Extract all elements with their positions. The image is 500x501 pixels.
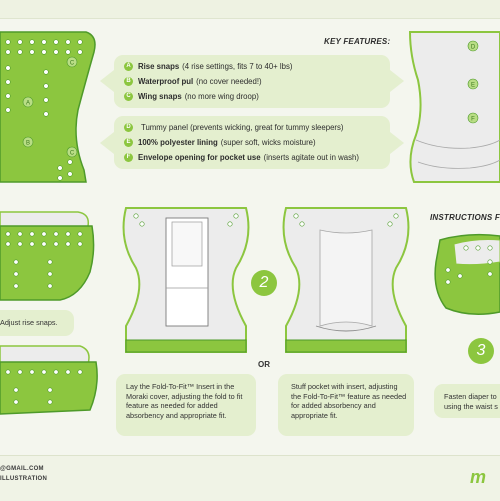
step1-caption: Adjust rise snaps.	[0, 318, 58, 327]
feature-d: D Tummy panel (prevents wicking, great for tummy sleepers)	[124, 123, 344, 132]
feature-c: C Wing snaps (no more wing droop)	[124, 92, 259, 101]
step-2-number: 2	[251, 270, 277, 296]
brand-logo: m	[470, 467, 487, 487]
footer-band	[0, 455, 500, 501]
footer-illustration-label: ILLUSTRATION	[0, 476, 48, 482]
svg-text:C: C	[69, 60, 75, 67]
footer-email: @GMAIL.COM	[0, 466, 44, 472]
svg-text:B: B	[25, 140, 31, 147]
svg-text:D: D	[470, 44, 476, 51]
feature-a: A Rise snaps (4 rise settings, fits 7 to 40+ lbs)	[124, 62, 292, 71]
svg-text:A: A	[25, 100, 31, 107]
or-label: OR	[258, 360, 270, 369]
svg-text:C: C	[69, 150, 75, 157]
step3-caption: Fasten diaper to using the waist s	[444, 392, 498, 411]
key-features-heading: KEY FEATURES:	[324, 37, 391, 46]
feature-f: F Envelope opening for pocket use (inserts agitate out in wash)	[124, 153, 359, 162]
feature-b: B Waterproof pul (no cover needed!)	[124, 77, 262, 86]
instructions-heading: INSTRUCTIONS F	[430, 213, 500, 222]
step-3-number: 3	[468, 338, 494, 364]
svg-text:F: F	[471, 116, 475, 123]
svg-text:E: E	[470, 82, 476, 89]
step2b-caption: Stuff pocket with insert, adjusting the Fold-To-Fit™ feature as needed for added absorbency and appropriate fit.	[291, 382, 407, 420]
step2a-caption: Lay the Fold-To-Fit™ Insert in the Moraki cover, adjusting the fold to fit feature as needed for added absorbency and appropriate fit.	[126, 382, 243, 420]
feature-e: E 100% polyester lining (super soft, wicks moisture)	[124, 138, 316, 147]
